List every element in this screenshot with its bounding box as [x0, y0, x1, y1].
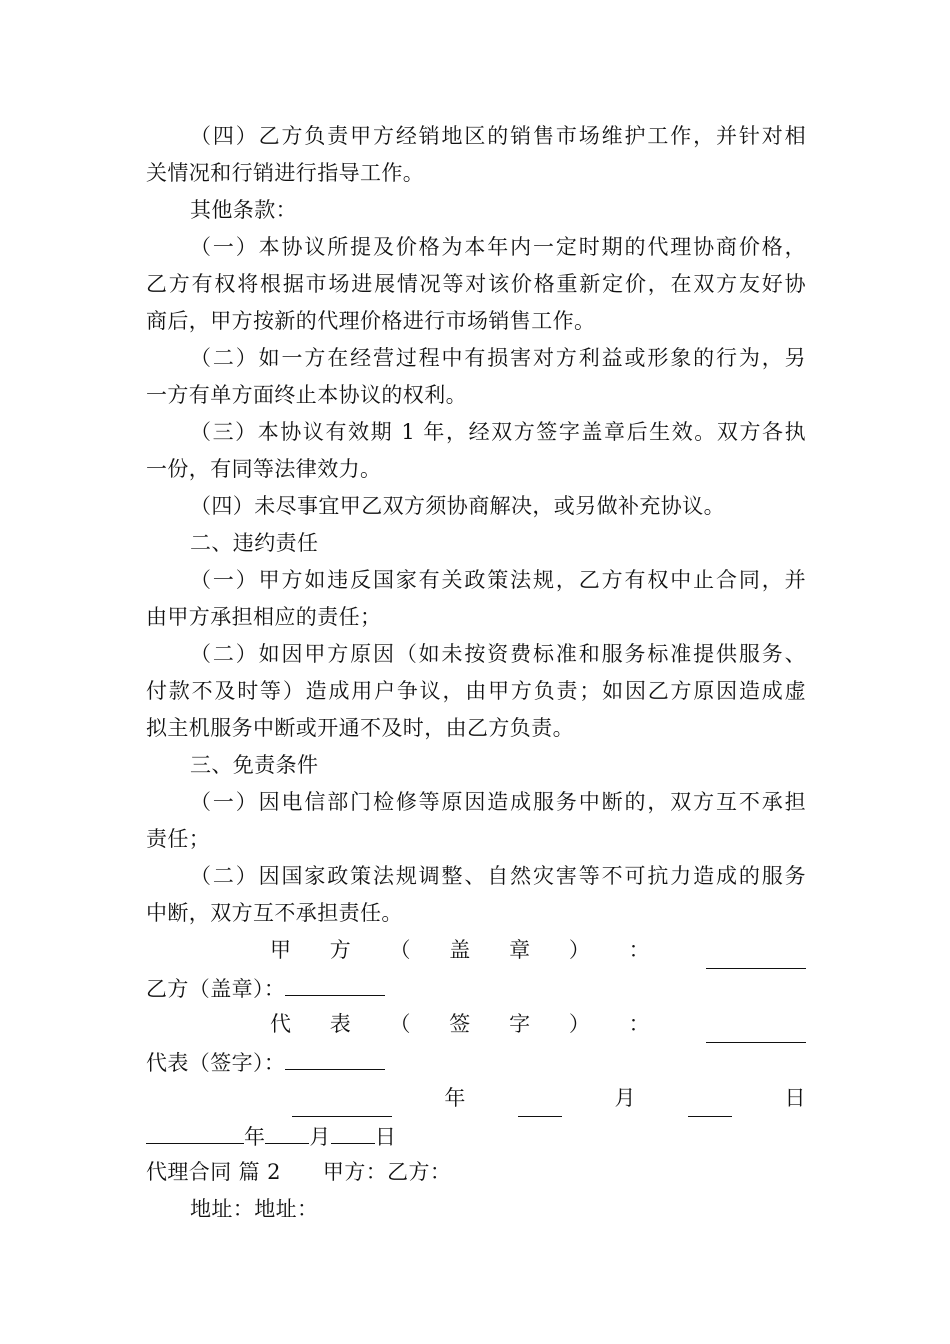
- date-line-a: [292, 1080, 806, 1117]
- date-day-label: 日: [374, 1125, 397, 1149]
- rep-b-sign-line: [146, 1043, 385, 1080]
- sig-char: ）: [568, 1012, 591, 1036]
- date-year-blank: [146, 1117, 244, 1144]
- section-heading: 二、违约责任: [190, 531, 319, 555]
- paragraph-line: （一）本协议所提及价格为本年内一定时期的代理协商价格，: [190, 235, 806, 259]
- date-month-label: 月: [309, 1125, 331, 1149]
- sig-char: 盖: [449, 938, 471, 962]
- date-month-blank: [265, 1117, 309, 1144]
- rep-a-sign-line: [270, 1006, 806, 1043]
- date-year-label: 年: [244, 1125, 266, 1149]
- sig-char: ）: [568, 938, 591, 962]
- paragraph-line: 关情况和行销进行指导工作。: [146, 161, 425, 185]
- address-line: 地址：地址：: [190, 1197, 319, 1221]
- sig-char: 表: [329, 1012, 352, 1036]
- section-heading: 三、免责条件: [190, 753, 319, 777]
- rep-a-sign-blank: [706, 1016, 806, 1043]
- contract-title: 代理合同 篇 2: [146, 1160, 281, 1184]
- paragraph-line: 乙方有权将根据市场进展情况等对该价格重新定价，在双方友好协: [146, 272, 806, 296]
- paragraph-line: （四）未尽事宜甲乙双方须协商解决，或另做补充协议。: [190, 494, 725, 518]
- date-month-label: 月: [614, 1086, 636, 1110]
- paragraph-line: （二）因国家政策法规调整、自然灾害等不可抗力造成的服务: [190, 864, 806, 888]
- rep-b-sign-blank: [285, 1043, 385, 1070]
- sig-char: ：: [628, 1012, 650, 1036]
- paragraph-line: 一方有单方面终止本协议的权利。: [146, 383, 467, 407]
- sig-char: 代: [270, 1012, 292, 1036]
- date-year-blank: [292, 1090, 392, 1117]
- sig-char: 方: [329, 938, 352, 962]
- contract-title-line: [146, 1154, 451, 1191]
- date-day-blank: [331, 1117, 375, 1144]
- date-month-blank: [518, 1090, 562, 1117]
- sig-char: （: [389, 1012, 411, 1036]
- section-heading: 其他条款：: [190, 198, 297, 222]
- paragraph-line: 由甲方承担相应的责任；: [146, 605, 382, 629]
- paragraph-line: 拟主机服务中断或开通不及时，由乙方负责。: [146, 716, 574, 740]
- paragraph-line: 商后，甲方按新的代理价格进行市场销售工作。: [146, 309, 596, 333]
- paragraph-line: 付款不及时等）造成用户争议，由甲方负责；如因乙方原因造成虚: [146, 679, 806, 703]
- rep-b-sign-label: 代表（签字）：: [146, 1051, 286, 1075]
- paragraph-line: （三）本协议有效期 1 年，经双方签字盖章后生效。双方各执: [190, 420, 806, 444]
- sig-char: 章: [509, 938, 531, 962]
- party-b-seal-line: [146, 969, 385, 1006]
- party-b-seal-label: 乙方（盖章）：: [146, 977, 286, 1001]
- paragraph-line: （二）如因甲方原因（如未按资费标准和服务标准提供服务、: [190, 642, 806, 666]
- sig-char: 甲: [270, 938, 292, 962]
- paragraph-line: （四）乙方负责甲方经销地区的销售市场维护工作，并针对相: [190, 124, 806, 148]
- party-a-seal-line: [270, 932, 806, 969]
- paragraph-line: （一）甲方如违反国家有关政策法规，乙方有权中止合同，并: [190, 568, 806, 592]
- date-day-blank: [688, 1090, 732, 1117]
- contract-parties: 甲方：乙方：: [322, 1160, 452, 1184]
- paragraph-line: （二）如一方在经营过程中有损害对方利益或形象的行为，另: [190, 346, 806, 370]
- paragraph-line: 一份，有同等法律效力。: [146, 457, 382, 481]
- paragraph-line: 责任；: [146, 827, 211, 851]
- sig-char: ：: [628, 938, 650, 962]
- sig-char: 字: [509, 1012, 531, 1036]
- paragraph-line: （一）因电信部门检修等原因造成服务中断的，双方互不承担: [190, 790, 806, 814]
- paragraph-line: 中断，双方互不承担责任。: [146, 901, 403, 925]
- date-line-b: [146, 1117, 396, 1154]
- sig-char: （: [389, 938, 411, 962]
- party-a-seal-blank: [706, 942, 806, 969]
- party-b-seal-blank: [285, 969, 385, 996]
- date-year-label: 年: [444, 1086, 466, 1110]
- date-day-label: 日: [784, 1086, 806, 1110]
- sig-char: 签: [449, 1012, 471, 1036]
